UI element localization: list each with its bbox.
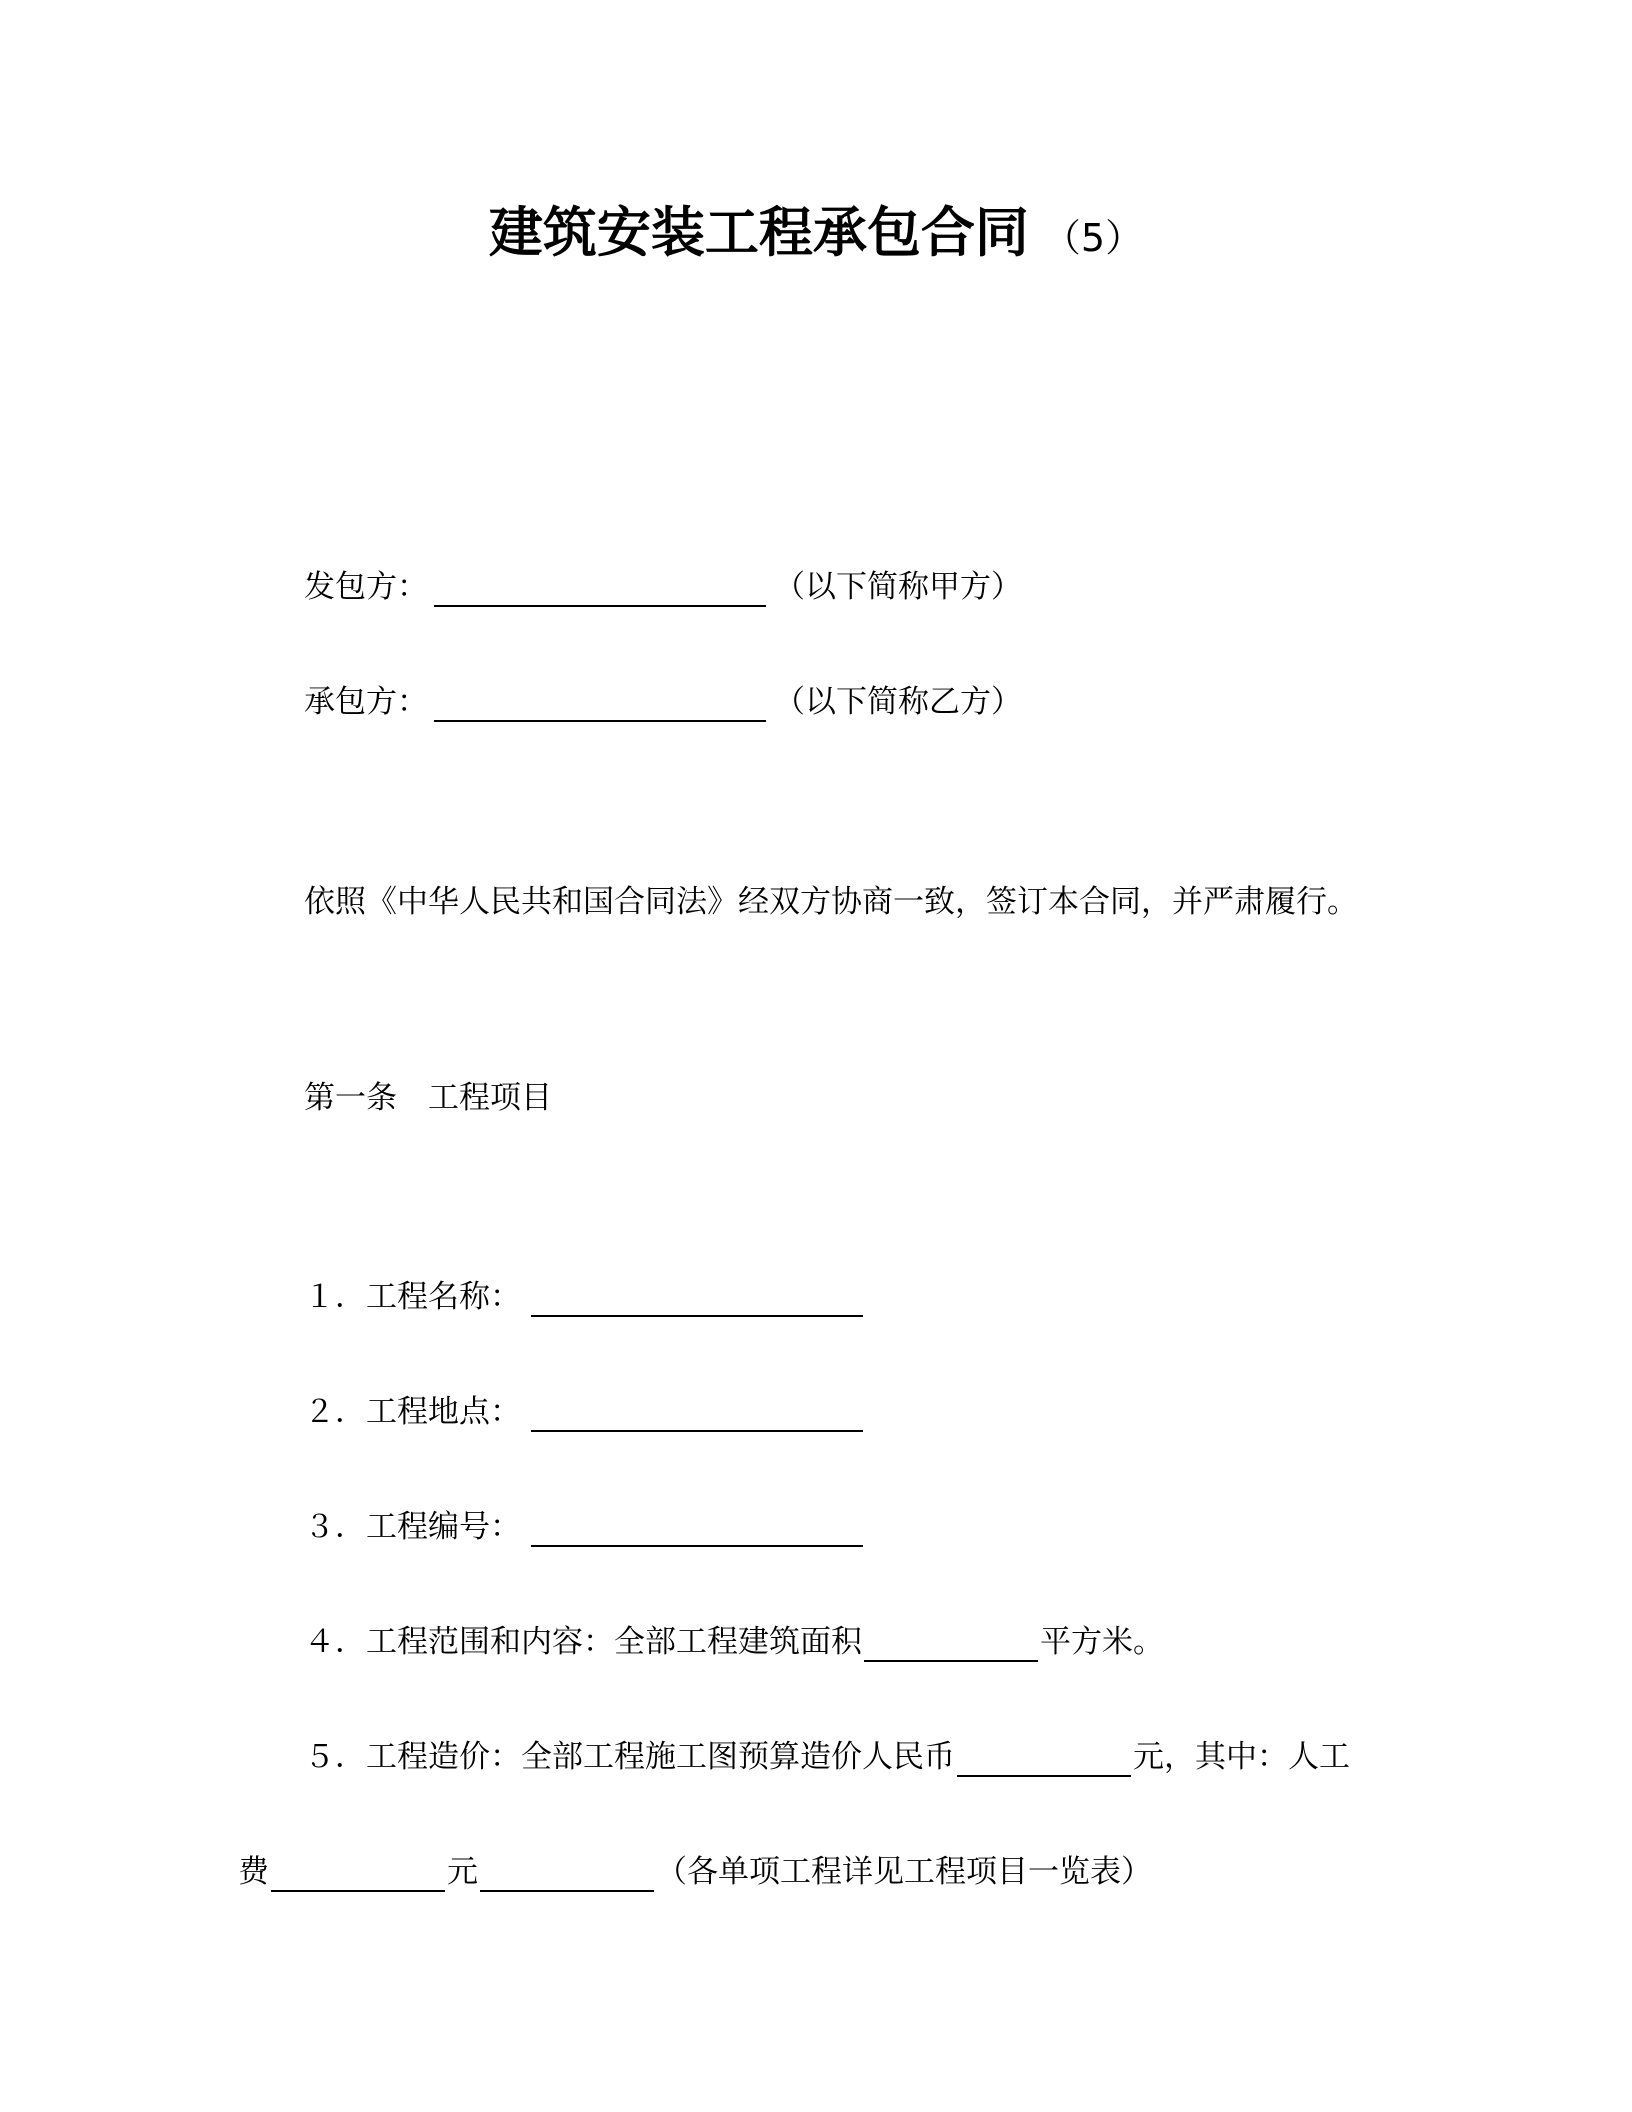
other-cost-blank [480,1854,654,1892]
preamble [304,882,1358,922]
project-cost-label: ５．工程造价：全部工程施工图预算造价人民币 [304,1739,955,1775]
title-main: 建筑安装工程承包合同 [488,201,1029,264]
labor-cost-unit: 元 [447,1854,478,1890]
project-name-line [304,1277,863,1317]
project-cost-mid: 元，其中：人工 [1133,1739,1350,1775]
document-title [0,198,1632,273]
project-location-line [304,1392,863,1432]
labor-cost-blank [271,1854,445,1892]
project-number-blank [531,1509,863,1547]
contractor-note: （以下简称乙方） [774,684,1022,720]
project-name-blank [531,1279,863,1317]
project-area-blank [864,1624,1038,1662]
contractor-label: 承包方： [304,684,428,720]
project-name-label: １．工程名称： [304,1279,521,1315]
labor-cost-label: 费 [238,1854,269,1890]
preamble-text: 依照《中华人民共和国合同法》经双方协商一致，签订本合同，并严肃履行。 [304,884,1358,920]
project-list-note: （各单项工程详见工程项目一览表） [656,1854,1152,1890]
project-location-label: ２．工程地点： [304,1394,521,1430]
project-location-blank [531,1394,863,1432]
title-suffix: （5） [1042,216,1144,260]
project-cost-line [304,1737,1350,1777]
employer-line [304,567,1022,607]
project-cost-blank [957,1739,1131,1777]
employer-note: （以下简称甲方） [774,569,1022,605]
project-scope-unit: 平方米。 [1040,1624,1164,1660]
article1-heading-text: 第一条 工程项目 [304,1080,552,1116]
contractor-line [304,682,1022,722]
employer-blank [434,569,766,607]
project-scope-line [304,1622,1164,1662]
article1-heading [304,1078,552,1118]
project-number-line [304,1507,863,1547]
project-scope-label: ４．工程范围和内容：全部工程建筑面积 [304,1624,862,1660]
project-cost-continuation [238,1852,1152,1892]
contractor-blank [434,684,766,722]
employer-label: 发包方： [304,569,428,605]
project-number-label: ３．工程编号： [304,1509,521,1545]
